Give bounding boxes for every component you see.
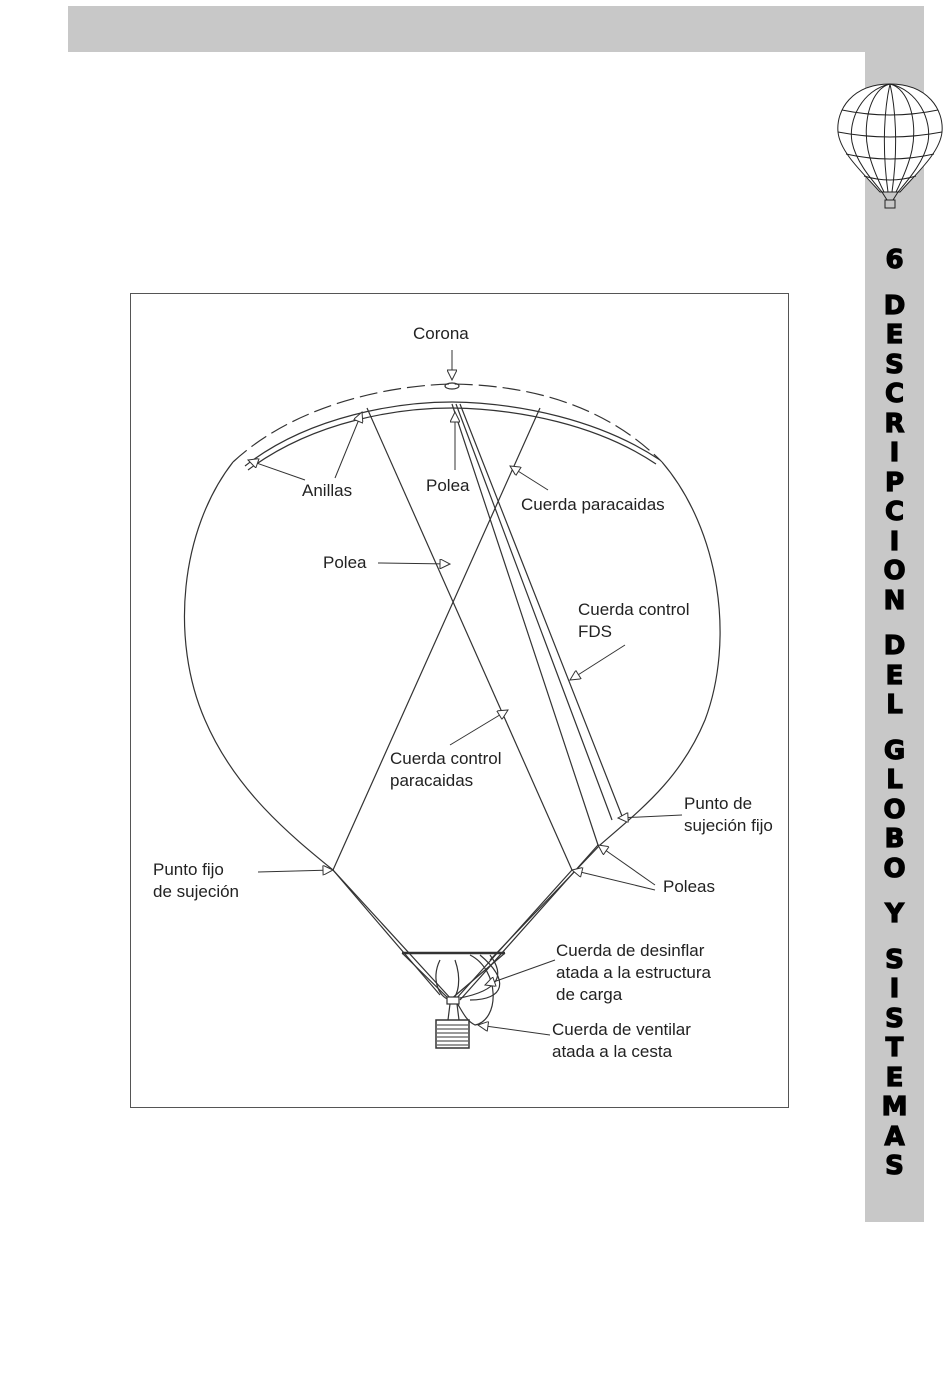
- chapter-title-letter: E: [885, 660, 904, 691]
- chapter-title-letter: T: [885, 1033, 904, 1063]
- label-punto-sujecion-fijo-2: sujeción fijo: [684, 816, 773, 835]
- label-desinflar-3: de carga: [556, 985, 623, 1004]
- chapter-title-letter: L: [886, 765, 903, 795]
- label-desinflar-2: atada a la estructura: [556, 963, 711, 982]
- arrow-cuerda-fds: [570, 645, 625, 680]
- chapter-title-letter: I: [889, 974, 900, 1004]
- arrow-cuerda-control: [450, 710, 508, 745]
- arrow-poleas-1: [598, 845, 655, 885]
- label-punto-sujecion-fijo-1: Punto de: [684, 794, 753, 813]
- chapter-title-letter: S: [885, 349, 904, 380]
- basket-icon: [436, 1020, 469, 1048]
- label-corona: Corona: [413, 324, 469, 343]
- chapter-title-letter: E: [885, 1062, 904, 1093]
- chapter-title-letter: Y: [885, 899, 904, 929]
- label-punto-fijo-sujecion-2: de sujeción: [153, 882, 240, 901]
- label-cuerda-control-paracaidas-2: paracaidas: [390, 771, 474, 790]
- chapter-title-letter: D: [883, 290, 906, 321]
- chapter-title-letter: C: [884, 379, 905, 409]
- crown-arc: [233, 384, 662, 462]
- envelope-outline: [184, 462, 333, 870]
- arrow-sujecion-fijo: [618, 815, 682, 818]
- chapter-title-letter: G: [883, 735, 906, 766]
- chapter-title-letter: S: [885, 1003, 904, 1034]
- chapter-title-letter: A: [884, 1121, 905, 1152]
- label-cuerda-paracaidas: Cuerda paracaidas: [521, 495, 665, 514]
- arrow-fijo-sujecion: [258, 870, 333, 872]
- arrow-polea-mid: [378, 563, 450, 564]
- arrow-poleas-2: [572, 870, 655, 890]
- chapter-title-letter: P: [884, 467, 905, 498]
- label-poleas: Poleas: [663, 877, 715, 896]
- chapter-title-letter: O: [883, 853, 906, 884]
- label-cuerda-control-fds-1: Cuerda control: [578, 600, 690, 619]
- label-polea-mid: Polea: [323, 553, 367, 572]
- label-ventilar-1: Cuerda de ventilar: [552, 1020, 691, 1039]
- chapter-title-letter: D: [883, 631, 906, 661]
- chapter-title-letter: I: [889, 438, 900, 468]
- chapter-title-letter: C: [884, 497, 905, 527]
- chapter-title-letter: R: [884, 408, 905, 439]
- chapter-title-letter: S: [885, 944, 904, 975]
- chapter-title-letter: I: [889, 526, 900, 557]
- chapter-title-letter: O: [883, 556, 906, 586]
- label-ventilar-2: atada a la cesta: [552, 1042, 673, 1061]
- arrow-cuerda-paracaidas: [510, 466, 548, 490]
- label-polea-top: Polea: [426, 476, 470, 495]
- arrow-ventilar: [478, 1025, 550, 1035]
- chapter-title-letter: S: [885, 1151, 904, 1181]
- label-cuerda-control-fds-2: FDS: [578, 622, 612, 641]
- label-punto-fijo-sujecion-1: Punto fijo: [153, 860, 224, 879]
- chapter-title-letter: L: [886, 690, 903, 720]
- chapter-title-letter: O: [883, 794, 906, 825]
- label-desinflar-1: Cuerda de desinflar: [556, 941, 705, 960]
- chapter-title-letter: M: [881, 1092, 908, 1122]
- label-cuerda-control-paracaidas-1: Cuerda control: [390, 749, 502, 768]
- arrow-anillas-1: [248, 460, 305, 480]
- chapter-number: 6: [885, 245, 904, 275]
- envelope-outline-right: [600, 462, 720, 845]
- chapter-title-letter: B: [884, 824, 905, 854]
- chapter-title-letter: E: [885, 320, 904, 350]
- label-anillas: Anillas: [302, 481, 353, 500]
- chapter-title-letter: N: [883, 585, 906, 616]
- crown-ring: [445, 383, 459, 389]
